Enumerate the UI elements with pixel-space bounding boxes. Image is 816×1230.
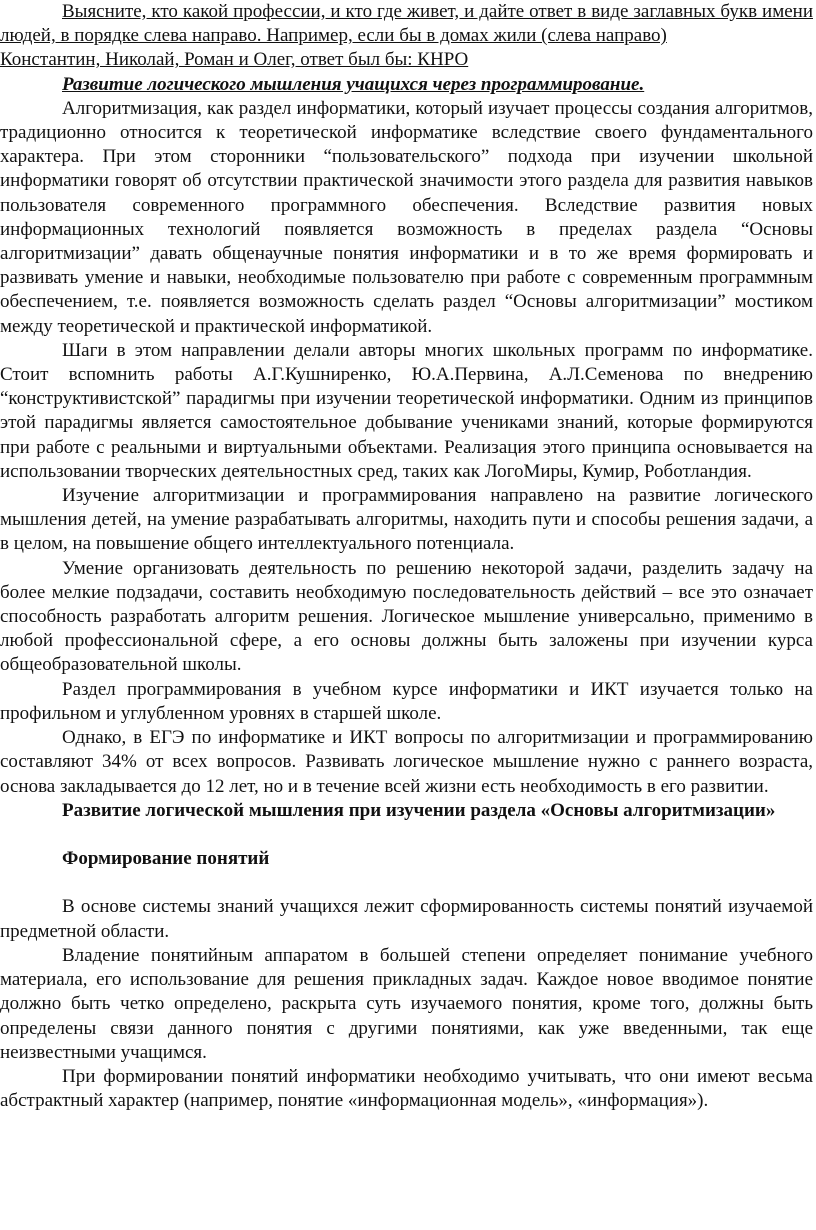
spacer (0, 823, 813, 847)
intro-paragraph: Выясните, кто какой профессии, и кто где живет, и дайте ответ в виде заглавных букв имени людей, в порядке слева направо. Например, если бы в домах жили (слева направо) (0, 1, 813, 47)
subheading-concepts: Формирование понятий (62, 848, 270, 870)
paragraph-school-programs: Шаги в этом направлении делали авторы многих школьных программ по информатике. Стоит вспомнить работы А.Г.Кушниренко, Ю.А.Первина, А.Л.Семенова по внедрению “конструктивистской” парадигмы при изучении теоретической информатики. Одним из принципов этой парадигмы является самостоятельное добывание учениками знаний, которые формируются при работе с реальными и виртуальными объектами. Реализация этого принципа основывается на использовании творческих деятельностных сред, таких как ЛогоМиры, Кумир, Роботландия. (0, 339, 813, 482)
paragraph-ege: Однако, в ЕГЭ по информатике и ИКТ вопросы по алгоритмизации и программированию составляют 34% от всех вопросов. Развивать логическое мышление нужно с раннего возраста, основа закладывается до 12 лет, но и в течение всей жизни есть необходимость в его развитии. (0, 727, 813, 797)
intro-example-answer: Константин, Николай, Роман и Олег, ответ был бы: КНРО (0, 49, 469, 71)
paragraph-task-organization: Умение организовать деятельность по решению некоторой задачи, разделить задачу на более мелкие подзадачи, составить необходимую последовательность действий – все это означает способность разработать алгоритм решения. Логическое мышление универсально, применимо в любой профессиональной сфере, а его основы должны быть заложены при изучении курса общеобразовательной школы. (0, 557, 813, 676)
spacer (0, 871, 813, 895)
paragraph-algorithmization: Алгоритмизация, как раздел информатики, который изучает процессы создания алгоритмов, традиционно относится к теоретической информатике вследствие своего фундаментального характера. При этом сторонники “пользовательского” подхода при изучении школьной информатики говорят об отсутствии практической значимости этого раздела для развития навыков пользователя современного программного обеспечения. Вследствие развития новых информационных технологий появляется возможность в пределах раздела “Основы алгоритмизации” давать общенаучные понятия информатики и в то же время формировать и развивать умение и навыки, необходимые пользователю при работе с современным программным обеспечением, т.е. появляется возможность сделать раздел “Основы алгоритмизации” мостиком между теоретической и практической информатикой. (0, 97, 813, 337)
paragraph-abstract-concepts: При формировании понятий информатики необходимо учитывать, что они имеют весьма абстрактный характер (например, понятие «информационная модель», «информация»). (0, 1065, 813, 1112)
paragraph-conceptual-apparatus: Владение понятийным аппаратом в большей степени определяет понимание учебного материала, его использование для решения прикладных задач. Каждое новое вводимое понятие должно быть четко определено, раскрыта суть изучаемого понятия, кроме того, должны быть определены связи данного понятия с другими понятиями, как уже введенными, так еще неизвестными учащимся. (0, 944, 813, 1063)
section-title: Развитие логической мышления при изучении раздела «Основы алгоритмизации» (62, 799, 776, 821)
paragraph-knowledge-system: В основе системы знаний учащихся лежит сформированность системы понятий изучаемой предметной области. (0, 896, 813, 942)
paragraph-programming-section: Раздел программирования в учебном курсе информатики и ИКТ изучается только на профильном и углубленном уровнях в старшей школе. (0, 678, 813, 724)
paragraph-logical-thinking: Изучение алгоритмизации и программирования направлено на развитие логического мышления детей, на умение разрабатывать алгоритмы, находить пути и способы решения задачи, а в целом, на повышение общего интеллектуального потенциала. (0, 485, 813, 555)
article-title: Развитие логического мышления учащихся через программирование. (62, 73, 645, 95)
